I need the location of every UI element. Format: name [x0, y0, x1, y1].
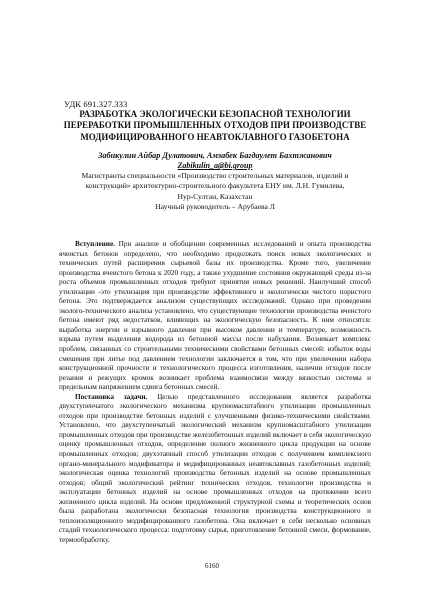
- introduction-heading: Вступление.: [75, 240, 115, 248]
- affiliation-line: Магистранты специальности «Производство строительных материалов, изделий и: [81, 171, 349, 180]
- affiliation-line: конструкций» архитектурно-строительного факультета ЕНУ им. Л.Н. Гумилева,: [85, 181, 345, 191]
- supervisor-line: Научный руководитель – Арубаева Л: [155, 201, 275, 211]
- udk-code: УДК 691.327.333: [64, 99, 128, 109]
- problem-text: Целью представленного исследования является разработка двухступенчатого экологического механизма крупномасштабного утилизации промышленных отходов при производстве бетонных изделий с улучшенными физико-техническими свойствами. Установлено, что двухступенчатый экологический механизм крупномасштабного утилизации промышленных отходов при производстве железобетонных изделий включает в себя экологическую оценку промышленных отходов, определение полного жизненного цикла продукции на основе промышленных отходов; двухэтапный способ утилизации отходов с получением комплексного органо-минерального модификатора и модифицированных неавтоклавных газобетонных изделий; экологическая оценка технологий производства бетонных изделий на основе промышленных отходов; общий экологический рейтинг технических отходов, технологии производства и эксплуатации бетонных изделий на основе промышленных отходов на протяжении всего жизненного цикла изделий. На основе предложенной структурной схемы и теоретических основ была разработана экологически безопасная технология производства конструкционного и теплоизоляционного модифицированного газобетона. Она включает в себя несколько основных стадий технологического процесса: подготовку сырья, приготовление бетонной смеси, формование, термообработку.: [59, 392, 371, 544]
- problem-heading: Постановка задачи.: [75, 392, 148, 401]
- author-email: Zabikulin_a@bi.group: [177, 161, 253, 170]
- affiliation-block: [60, 171, 370, 212]
- problem-paragraph: [59, 393, 371, 546]
- page-number: 6160: [205, 562, 219, 570]
- paper-body: [59, 240, 371, 546]
- authors-line: Забикулин Айбар Дулатович, Амзабек Багдаулет Бахтжанович: [98, 151, 332, 160]
- introduction-paragraph: [59, 240, 371, 393]
- paper-title: РАЗРАБОТКА ЭКОЛОГИЧЕСКИ БЕЗОПАСНОЙ ТЕХНОЛОГИИ ПЕРЕРАБОТКИ ПРОМЫШЛЕННЫХ ОТХОДОВ ПРИ ПРОИЗВОДСТВЕ МОДИФИЦИРОВАННОГО НЕАВТОКЛАВНОГО ГАЗОБЕТОНА: [63, 109, 367, 142]
- affiliation-line: Нур-Султан, Казахстан: [177, 191, 253, 201]
- introduction-text: При анализе и обобщении современных исследований и опыта производства ячеистых бетонов определено, что необходимо продолжать поиск новых экологических и технических путей расширения сырьевой базы их производства. Кроме того, увеличение производства ячеистого бетона к 2020 году, а также ухудшение состояния окружающей среды из-за роста объемов промышленных отходов требуют принятия новых решений. Наилучший способ утилизации -это утилизация при производстве эффективного и экологически чистого пористого бетона. Это подтверждается анализом существующих исследований. Однако при проведении эколого-технического анализа установлено, что существующие технологии производства ячеистого бетона имеют ряд недостатков, влияющих на экологическую безопасность. К ним относятся: выработка энергии и взрывного давления при высоком давлении и температуре, возможность взрыва путем выделения водорода из бетонной массы после набухания. Возникает комплекс проблем, связанных со строительными техническими свойствами бетонных смесей: избыток воды смешения при литье под давлением технологии заключается в том, что при увеличении набора конструкционной прочности и технологического процесса изготовления, наличии отходов после резания и режущих кромок возникает проблема взаимосвязи между вязкостью системы и предельным напряжением сдвига бетонных смесей.: [59, 240, 371, 392]
